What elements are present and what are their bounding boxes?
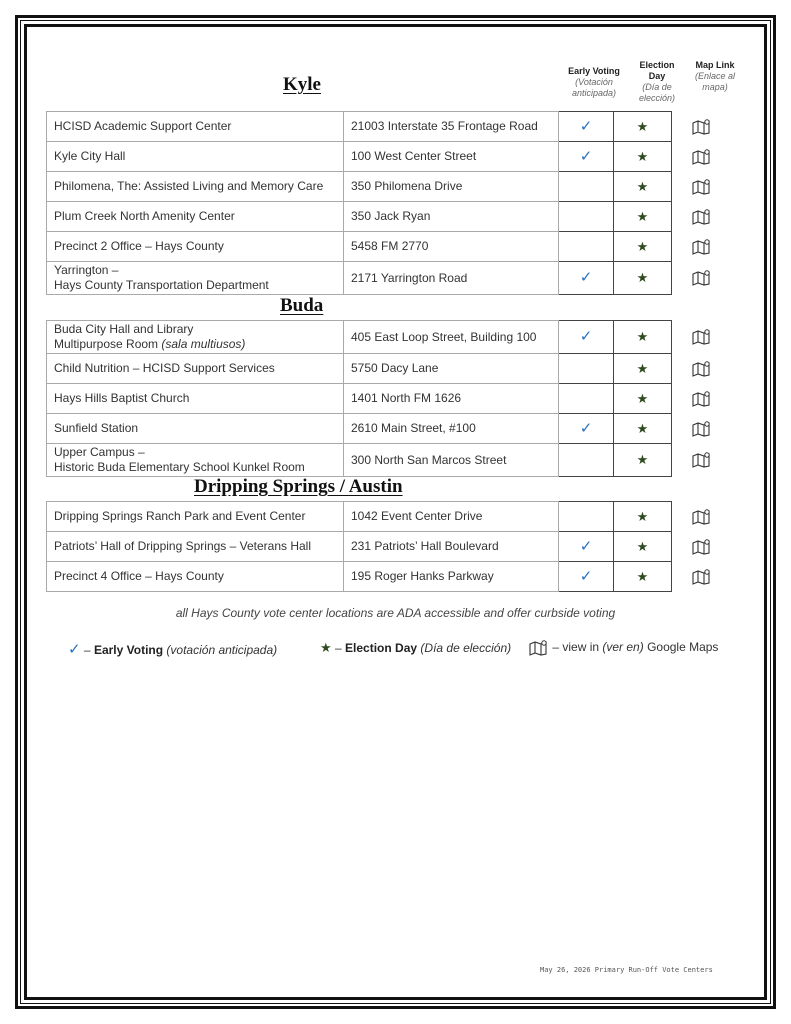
map-icon[interactable] [692,391,712,407]
map-link-header-sub: (Enlace al mapa) [694,71,736,92]
location-name: Child Nutrition – HCISD Support Services [47,354,344,384]
election-day-cell [614,384,672,414]
map-icon[interactable] [692,209,712,225]
map-link-cell[interactable] [672,562,733,592]
table-row [47,354,733,384]
map-link-cell[interactable] [672,502,733,532]
checkmark-icon: ✓ [579,567,593,585]
location-name-line1: Yarrington – [54,263,119,277]
legend-election-label: Election Day [345,641,418,655]
map-icon[interactable] [692,361,712,377]
location-name-line1: Buda City Hall and Library [54,322,194,336]
early-voting-cell [559,232,614,262]
map-link-cell[interactable] [672,414,733,444]
map-link-cell[interactable] [672,321,733,354]
location-name-line2: Multipurpose Room [54,337,159,351]
star-icon: ★ [636,538,649,554]
location-address: 2610 Main Street, #100 [344,414,559,444]
location-address: 21003 Interstate 35 Frontage Road [344,112,559,142]
checkmark-icon: ✓ [579,328,593,345]
checkmark-icon: ✓ [579,537,593,555]
location-name: HCISD Academic Support Center [47,112,344,142]
map-link-cell[interactable] [672,202,733,232]
star-icon: ★ [636,390,649,406]
location-name-line2: Historic Buda Elementary School Kunkel Room [54,460,305,474]
section-title-buda: Buda [280,295,324,316]
table-row [47,112,733,142]
table-row [47,172,733,202]
table-row [47,562,733,592]
location-name [47,444,344,477]
location-address: 5750 Dacy Lane [344,354,559,384]
location-address: 350 Philomena Drive [344,172,559,202]
election-day-header-sub: (Día de elección) [638,82,676,103]
election-day-cell [614,321,672,354]
dripping-springs-table [46,501,733,592]
map-icon[interactable] [692,569,712,585]
location-name: Kyle City Hall [47,142,344,172]
early-voting-cell [559,384,614,414]
early-voting-cell [559,321,614,354]
location-address: 350 Jack Ryan [344,202,559,232]
star-icon: ★ [636,420,649,436]
location-name: Hays Hills Baptist Church [47,384,344,414]
legend-dash: – [335,641,342,655]
location-address: 1042 Event Center Drive [344,502,559,532]
location-name: Dripping Springs Ranch Park and Event Center [47,502,344,532]
star-icon: ★ [636,508,649,524]
table-row [47,444,733,477]
early-voting-header-sub: (Votación anticipada) [571,77,617,98]
table-row [47,142,733,172]
location-name [47,321,344,354]
legend-map [529,640,718,656]
election-day-cell [614,262,672,295]
early-voting-cell [559,262,614,295]
election-day-cell [614,172,672,202]
early-voting-cell [559,202,614,232]
star-icon: ★ [636,568,649,584]
accessibility-note: all Hays County vote center locations are ADA accessible and offer curbside voting [175,606,616,620]
election-day-cell [614,414,672,444]
map-link-cell[interactable] [672,532,733,562]
footer-text: May 26, 2026 Primary Run-Off Vote Centers [540,966,713,974]
map-icon[interactable] [692,270,712,286]
location-address: 405 East Loop Street, Building 100 [344,321,559,354]
early-voting-cell [559,142,614,172]
early-voting-cell [559,112,614,142]
star-icon: ★ [636,178,649,194]
table-row [47,202,733,232]
star-icon: ★ [636,452,649,467]
map-icon[interactable] [692,539,712,555]
legend-map-pre: – view in [552,640,600,655]
kyle-table [46,111,733,295]
election-day-cell [614,444,672,477]
election-day-cell [614,232,672,262]
location-address: 2171 Yarrington Road [344,262,559,295]
table-row [47,502,733,532]
map-icon [529,640,549,656]
location-name: Sunfield Station [47,414,344,444]
legend-election-day [320,640,511,656]
checkmark-icon: ✓ [579,269,593,286]
location-address: 300 North San Marcos Street [344,444,559,477]
election-day-header-title: Election Day [639,60,675,81]
location-name: Philomena, The: Assisted Living and Memory Care [47,172,344,202]
location-name: Precinct 4 Office – Hays County [47,562,344,592]
star-icon: ★ [636,270,649,285]
map-link-cell[interactable] [672,262,733,295]
election-day-header [630,60,684,104]
table-row [47,321,733,354]
location-address: 231 Patriots’ Hall Boulevard [344,532,559,562]
location-name: Precinct 2 Office – Hays County [47,232,344,262]
location-name-note: (sala multiusos) [161,337,246,351]
table-row [47,384,733,414]
election-day-cell [614,354,672,384]
map-link-cell[interactable] [672,142,733,172]
legend-map-sub: (ver en) [602,640,644,655]
section-title-kyle: Kyle [283,74,321,95]
map-link-header-title: Map Link [695,60,735,70]
star-icon: ★ [636,329,649,344]
legend-early-label: Early Voting [93,643,164,657]
checkmark-icon: ✓ [579,147,593,165]
early-voting-cell [559,414,614,444]
election-day-cell [614,112,672,142]
checkmark-icon: ✓ [579,419,593,437]
checkmark-icon: ✓ [68,641,81,658]
map-icon[interactable] [692,421,712,437]
legend-dash: – [83,643,91,657]
location-address: 1401 North FM 1626 [344,384,559,414]
early-voting-cell [559,354,614,384]
map-icon[interactable] [692,239,712,255]
election-day-cell [614,502,672,532]
location-address: 5458 FM 2770 [344,232,559,262]
location-name-line1: Upper Campus – [54,445,145,459]
buda-table [46,320,733,477]
location-address: 100 West Center Street [344,142,559,172]
early-voting-header [560,66,628,99]
map-icon[interactable] [692,509,712,525]
early-voting-cell [559,502,614,532]
early-voting-cell [559,172,614,202]
map-icon[interactable] [692,179,712,195]
election-day-cell [614,532,672,562]
legend-election-sub: (Día de elección) [420,641,512,655]
early-voting-cell [559,444,614,477]
legend-early-sub: (votación anticipada) [166,643,278,657]
checkmark-icon: ✓ [579,117,593,135]
election-day-cell [614,202,672,232]
table-row [47,262,733,295]
map-icon[interactable] [692,119,712,135]
star-icon: ★ [636,238,649,254]
star-icon: ★ [320,640,332,655]
section-title-dripping-springs: Dripping Springs / Austin [194,476,403,497]
map-link-cell[interactable] [672,232,733,262]
map-link-cell[interactable] [672,112,733,142]
early-voting-cell [559,562,614,592]
map-link-cell[interactable] [672,172,733,202]
table-row [47,232,733,262]
map-link-header [690,60,740,93]
star-icon: ★ [636,360,649,376]
location-name-line2: Hays County Transportation Department [54,278,269,292]
legend-early-voting [68,640,277,658]
early-voting-cell [559,532,614,562]
early-voting-header-title: Early Voting [568,66,620,76]
star-icon: ★ [636,148,649,164]
map-link-cell[interactable] [672,354,733,384]
table-row [47,532,733,562]
star-icon: ★ [636,208,649,224]
map-icon[interactable] [692,329,712,345]
map-icon[interactable] [692,452,712,468]
location-address: 195 Roger Hanks Parkway [344,562,559,592]
table-row [47,414,733,444]
legend-map-post: Google Maps [647,640,719,655]
map-link-cell[interactable] [672,444,733,477]
election-day-cell [614,562,672,592]
map-link-cell[interactable] [672,384,733,414]
election-day-cell [614,142,672,172]
map-icon[interactable] [692,149,712,165]
location-name: Patriots’ Hall of Dripping Springs – Veterans Hall [47,532,344,562]
location-name: Plum Creek North Amenity Center [47,202,344,232]
location-name [47,262,344,295]
star-icon: ★ [636,118,649,134]
